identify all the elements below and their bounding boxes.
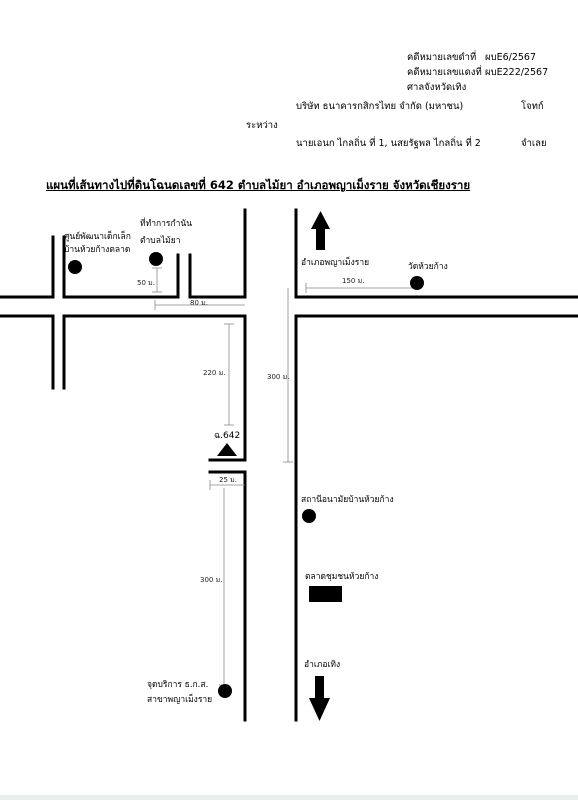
temple-marker bbox=[410, 276, 424, 290]
case-black-value: ผบE6/2567 bbox=[485, 52, 537, 63]
child-center-label-2: บ้านห้วยก้างตลาด bbox=[64, 245, 131, 255]
case-black-label: คดีหมายเลขดำที่ bbox=[407, 52, 477, 63]
case-red-label: คดีหมายเลขแดงที่ bbox=[407, 67, 482, 78]
distance-150m: 150 ม. bbox=[342, 277, 365, 285]
child-center-label-1: ศูนย์พัฒนาเด็กเล็ก bbox=[64, 232, 131, 242]
court-name: ศาลจังหวัดเทิง bbox=[407, 82, 467, 93]
south-arrow-shaft bbox=[315, 676, 324, 701]
to-phaya-mengrai-label: อำเภอพญาเม็งราย bbox=[301, 258, 370, 268]
north-arrow-shaft bbox=[316, 226, 325, 250]
temple-label: วัดห้วยก้าง bbox=[408, 262, 448, 272]
child-center-marker bbox=[68, 260, 82, 274]
distance-80m: 80 ม. bbox=[190, 299, 208, 307]
plaintiff-role: โจทก์ bbox=[521, 101, 544, 112]
defendant-role: จำเลย bbox=[521, 138, 547, 149]
kamnan-office-label-1: ที่ทำการกำนัน bbox=[140, 219, 193, 229]
distance-25m: 25 ม. bbox=[219, 476, 237, 484]
baac-label-1: จุดบริการ ธ.ก.ส. bbox=[147, 680, 209, 690]
case-red-value: ผบE222/2567 bbox=[485, 67, 549, 78]
health-station-label: สถานีอนามัยบ้านห้วยก้าง bbox=[301, 495, 394, 505]
south-arrow-head bbox=[309, 698, 330, 721]
distance-50m: 50 ม. bbox=[137, 279, 155, 287]
market-marker bbox=[309, 586, 342, 602]
market-label: ตลาดชุมชนห้วยก้าง bbox=[305, 572, 379, 582]
distance-220m: 220 ม. bbox=[203, 369, 226, 377]
kamnan-office-label-2: ตำบลไม้ยา bbox=[140, 236, 181, 246]
distance-300m-left: 300 ม. bbox=[200, 576, 223, 584]
north-arrow-head bbox=[311, 211, 330, 229]
parcel-label: ฉ.642 bbox=[214, 431, 241, 441]
baac-marker bbox=[218, 684, 232, 698]
parcel-marker bbox=[217, 443, 237, 456]
kamnan-office-marker bbox=[149, 252, 163, 266]
page-title: แผนที่เส้นทางไปที่ดินโฉนดเลขที่ 642 ตำบลไม้ยา อำเภอพญาเม็งราย จังหวัดเชียงราย bbox=[46, 178, 471, 192]
distance-300m-right: 300 ม. bbox=[267, 373, 290, 381]
page-bottom-edge bbox=[0, 795, 578, 800]
between-label: ระหว่าง bbox=[246, 120, 278, 131]
to-thoeng-label: อำเภอเทิง bbox=[304, 660, 341, 670]
defendant-names: นายเอนก ไกลถิ่น ที่ 1, นสยรัฐพล ไกลถิ่น ที่ 2 bbox=[296, 138, 481, 149]
baac-label-2: สาขาพญาเม็งราย bbox=[147, 695, 213, 705]
health-station-marker bbox=[302, 509, 316, 523]
plaintiff-name: บริษัท ธนาคารกสิกรไทย จำกัด (มหาชน) bbox=[296, 101, 464, 112]
